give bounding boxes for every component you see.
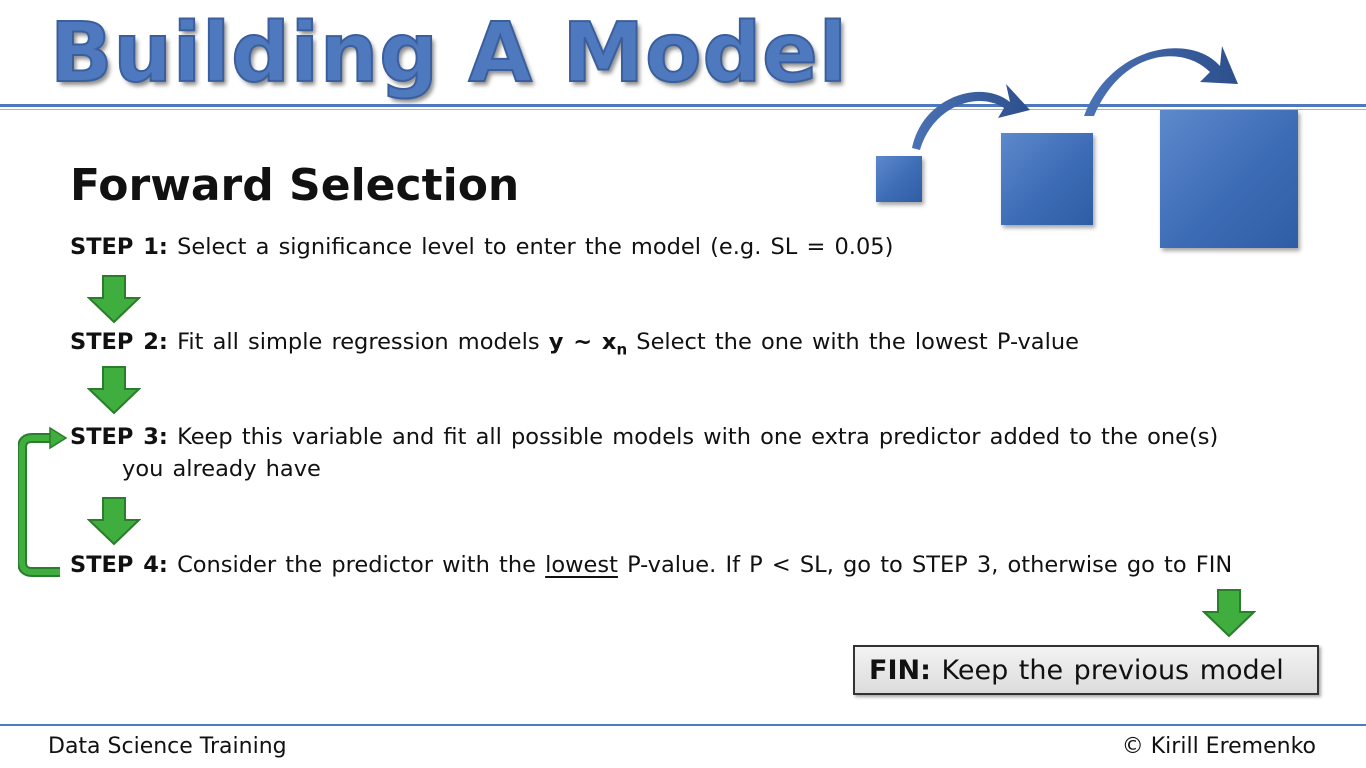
step-4-label: STEP 4:	[70, 552, 168, 578]
step-2-formula	[548, 329, 628, 359]
footer-course-name: Data Science Training	[48, 734, 287, 759]
step-2	[70, 329, 1079, 359]
fin-text: Keep the previous model	[941, 655, 1284, 686]
down-arrow-icon	[87, 496, 141, 546]
step-1-text: Select a significance level to enter the model (e.g. SL = 0.05)	[177, 234, 894, 260]
down-arrow-icon	[87, 365, 141, 415]
step-2-text-after: Select the one with the lowest P-value	[636, 329, 1079, 355]
step-4-text-before: Consider the predictor with the	[177, 552, 536, 578]
down-arrow-icon	[1202, 588, 1256, 638]
step-2-text-before: Fit all simple regression models	[177, 329, 540, 355]
step-3-text-continued: you already have	[122, 456, 321, 482]
footer-divider	[0, 724, 1366, 726]
step-4	[70, 552, 1232, 578]
step-2-formula-main: y ~ x	[548, 329, 617, 355]
section-heading: Forward Selection	[70, 160, 520, 211]
step-3	[70, 424, 1218, 450]
step-3-text: Keep this variable and fit all possible models with one extra predictor added to the one(s)	[177, 424, 1219, 450]
step-3-label: STEP 3:	[70, 424, 168, 450]
step-1	[70, 234, 893, 260]
slide-title: Building A Model	[50, 6, 848, 101]
step-2-label: STEP 2:	[70, 329, 168, 355]
down-arrow-icon	[87, 274, 141, 324]
fin-box	[853, 645, 1319, 695]
growing-boxes-icon	[860, 38, 1310, 253]
step-4-underlined: lowest	[545, 552, 618, 578]
fin-label: FIN:	[869, 655, 931, 686]
loop-back-arrow-icon	[18, 422, 68, 582]
step-4-text-after: P-value. If P < SL, go to STEP 3, otherwise go to FIN	[627, 552, 1233, 578]
footer-copyright: © Kirill Eremenko	[1121, 734, 1316, 759]
step-1-label: STEP 1:	[70, 234, 168, 260]
curved-arrow-icon	[860, 38, 1310, 253]
step-2-formula-sub: n	[616, 340, 628, 359]
